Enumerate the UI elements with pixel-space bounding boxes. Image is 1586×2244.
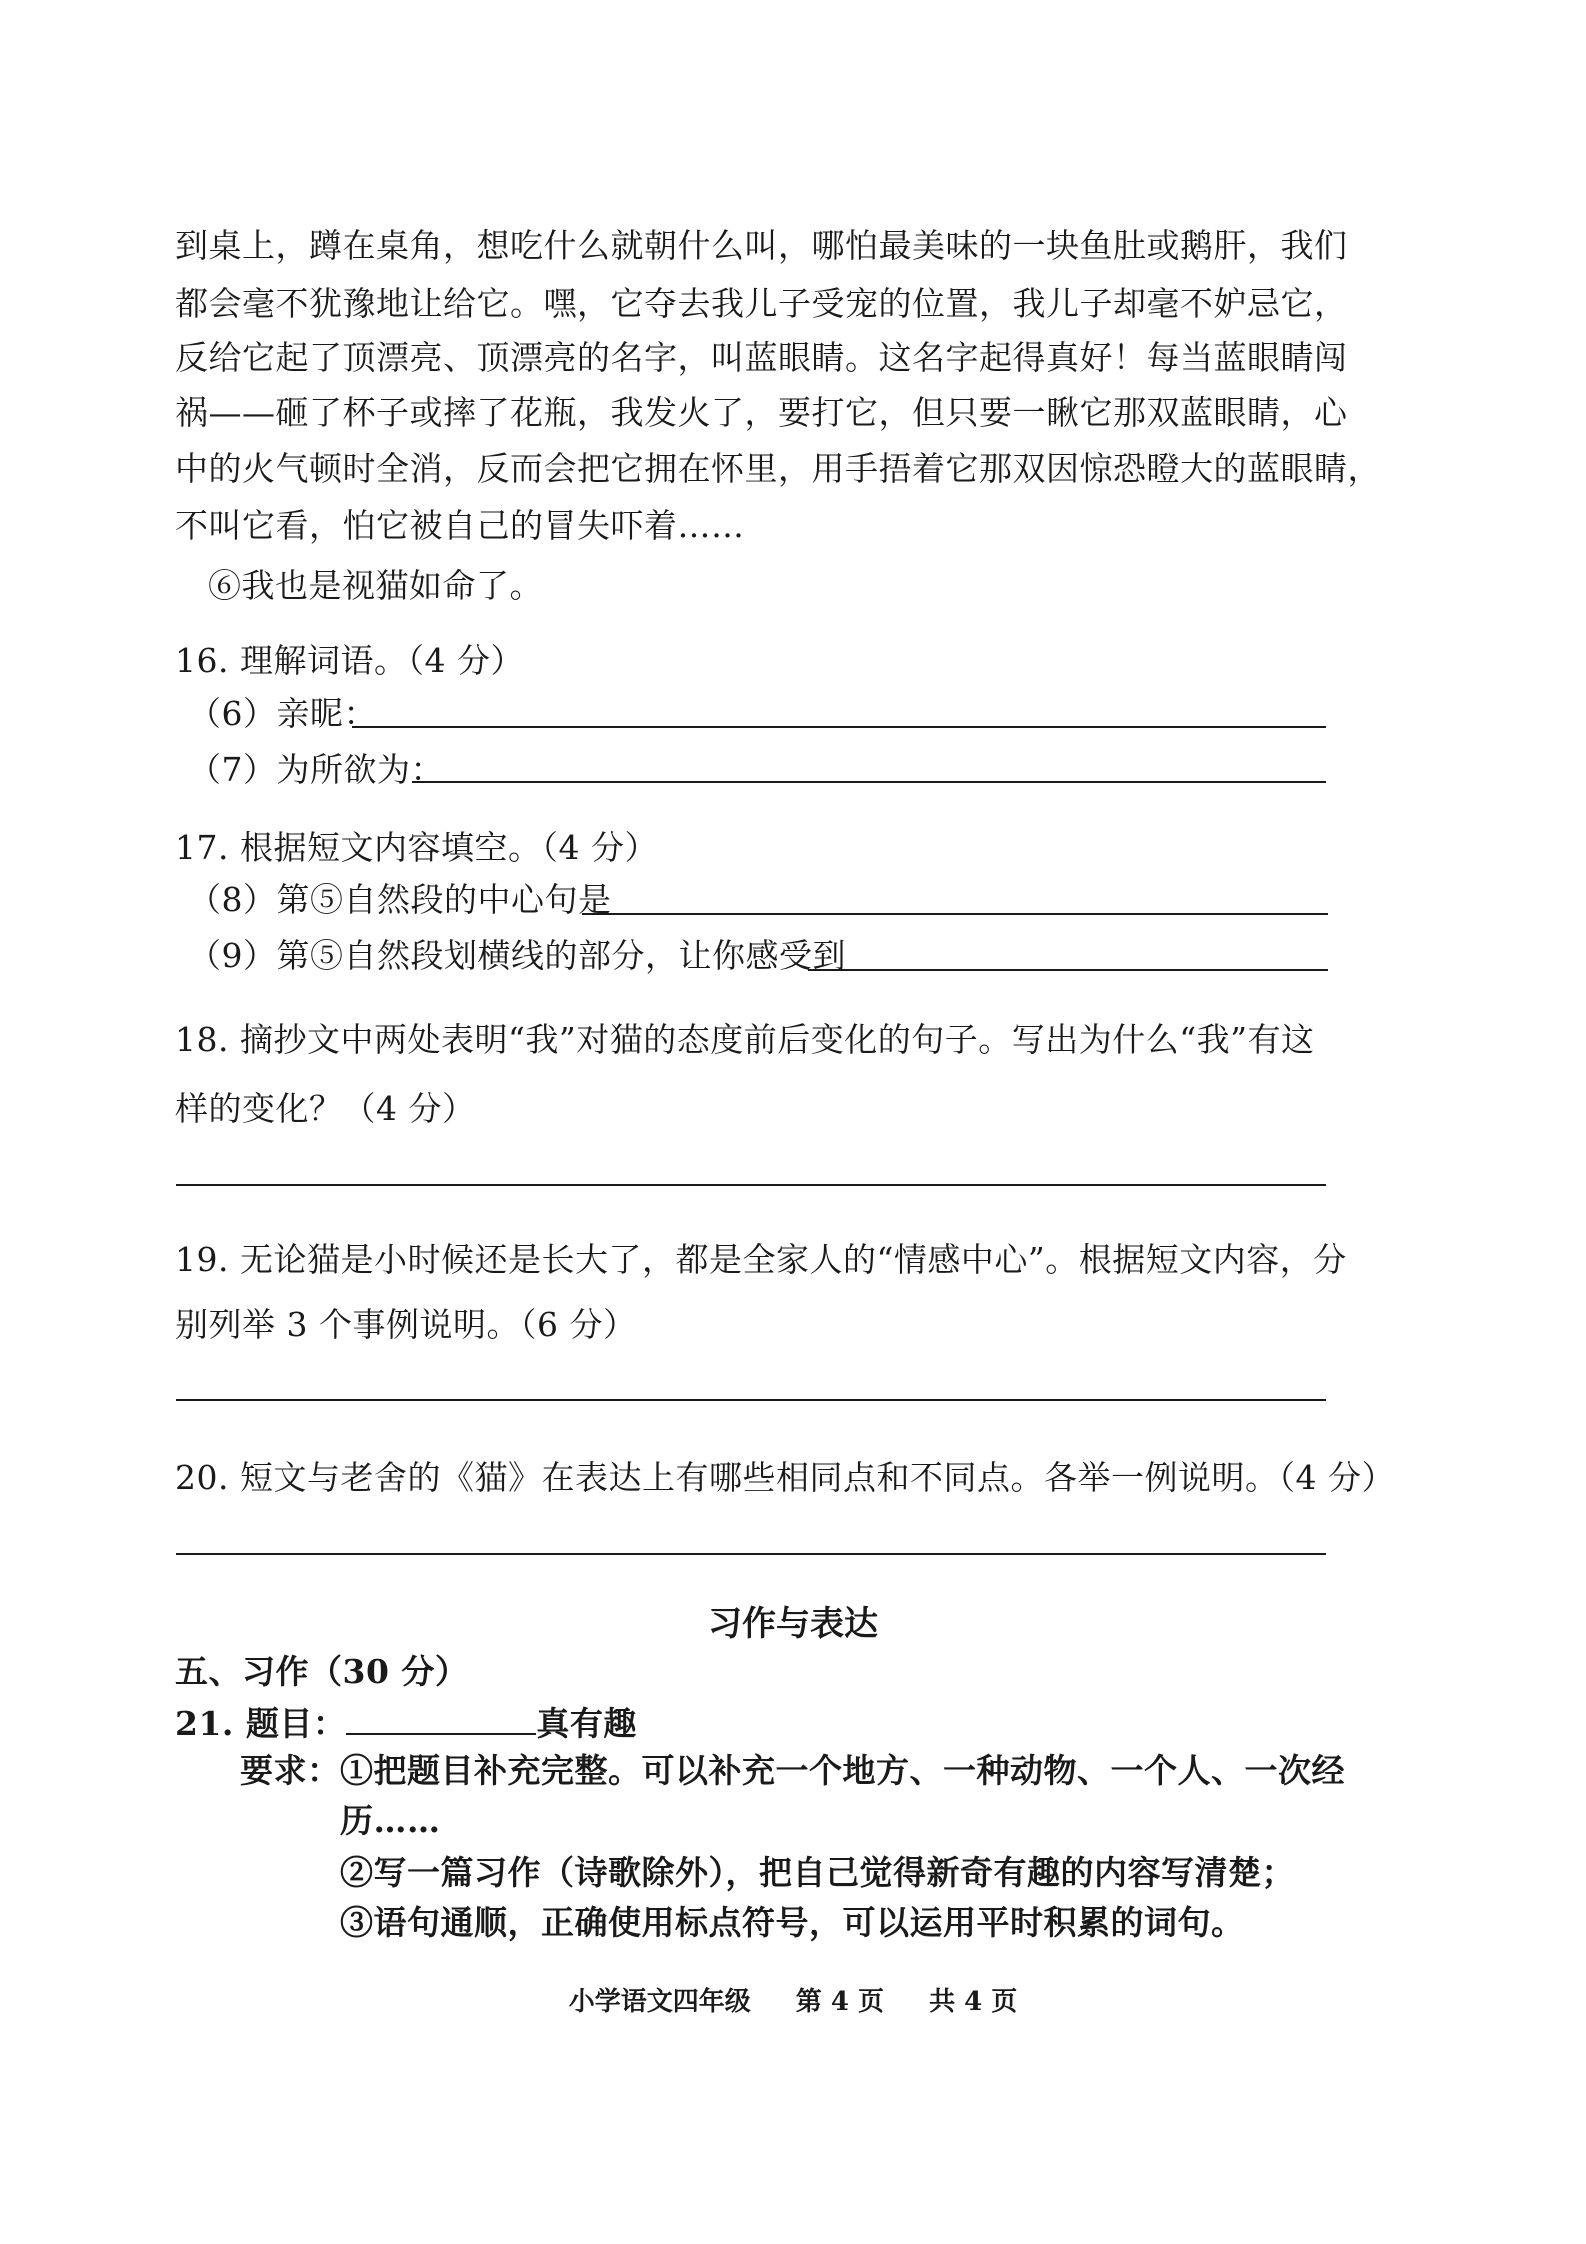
requirement-1-line-1: ①把题目补充完整。可以补充一个地方、一种动物、一个人、一次经 [340, 1751, 1345, 1790]
page-footer [0, 1985, 1586, 2019]
passage-line: 到桌上，蹲在桌角，想吃什么就朝什么叫，哪怕最美味的一块鱼肚或鹅肝，我们 [175, 226, 1348, 265]
question-17-item-9-label: （9）第⑤自然段划横线的部分，让你感受到 [188, 936, 846, 975]
question-16-title: 16. 理解词语。（4 分） [175, 641, 524, 680]
question-19-answer-line[interactable] [176, 1399, 1326, 1401]
question-20-line-1: 20. 短文与老舍的《猫》在表达上有哪些相同点和不同点。各举一例说明。（4 分） [175, 1458, 1395, 1497]
question-16-item-7-answer-line[interactable] [412, 781, 1326, 783]
passage-line: 不叫它看，怕它被自己的冒失吓着…… [175, 506, 745, 545]
question-19-line-1: 19. 无论猫是小时候还是长大了，都是全家人的“情感中心”。根据短文内容，分 [175, 1240, 1347, 1279]
passage-line: 祸——砸了杯子或摔了花瓶，我发火了，要打它，但只要一瞅它那双蓝眼睛，心 [175, 393, 1348, 432]
question-20-answer-line[interactable] [176, 1553, 1326, 1555]
question-16-item-6-label: （6）亲昵： [188, 694, 377, 733]
question-17-item-8-label: （8）第⑤自然段的中心句是 [188, 880, 612, 919]
question-18-answer-line[interactable] [176, 1184, 1326, 1186]
requirements-label: 要求： [240, 1751, 341, 1790]
question-17-title: 17. 根据短文内容填空。（4 分） [175, 828, 658, 867]
requirement-2: ②写一篇习作（诗歌除外），把自己觉得新奇有趣的内容写清楚； [340, 1853, 1295, 1892]
question-17-item-9-answer-line[interactable] [808, 969, 1328, 971]
question-21-title [175, 1701, 637, 1744]
question-21-label: 21. 题目： [175, 1704, 347, 1743]
question-16-item-7-label: （7）为所欲为： [188, 750, 444, 789]
question-18-line-1: 18. 摘抄文中两处表明“我”对猫的态度前后变化的句子。写出为什么“我”有这 [175, 1020, 1315, 1059]
question-21-title-suffix: 真有趣 [536, 1704, 637, 1743]
passage-line: 都会毫不犹豫地让给它。嘿，它夺去我儿子受宠的位置，我儿子却毫不妒忌它， [175, 284, 1348, 323]
question-16-item-6-answer-line[interactable] [352, 726, 1326, 728]
requirement-3: ③语句通顺，正确使用标点符号，可以运用平时积累的词句。 [340, 1903, 1245, 1942]
writing-part-title: 五、习作（30 分） [175, 1652, 469, 1691]
question-19-line-2: 别列举 3 个事例说明。（6 分） [175, 1305, 637, 1344]
requirement-1-line-2: 历…… [340, 1801, 441, 1840]
footer-page-number: 第 4 页 [795, 1987, 884, 2017]
passage-line: 反给它起了顶漂亮、顶漂亮的名字，叫蓝眼睛。这名字起得真好！每当蓝眼睛闯 [175, 338, 1348, 377]
paragraph-6: ⑥我也是视猫如命了。 [208, 566, 543, 605]
question-17-item-8-answer-line[interactable] [582, 913, 1328, 915]
footer-subject: 小学语文四年级 [568, 1987, 751, 2017]
passage-line: 中的火气顿时全消，反而会把它拥在怀里，用手捂着它那双因惊恐瞪大的蓝眼睛， [175, 449, 1381, 488]
question-21-title-blank[interactable] [346, 1701, 536, 1735]
question-18-line-2: 样的变化？（4 分） [175, 1089, 476, 1128]
section-title: 习作与表达 [708, 1604, 878, 1644]
footer-total-pages: 共 4 页 [929, 1987, 1018, 2017]
